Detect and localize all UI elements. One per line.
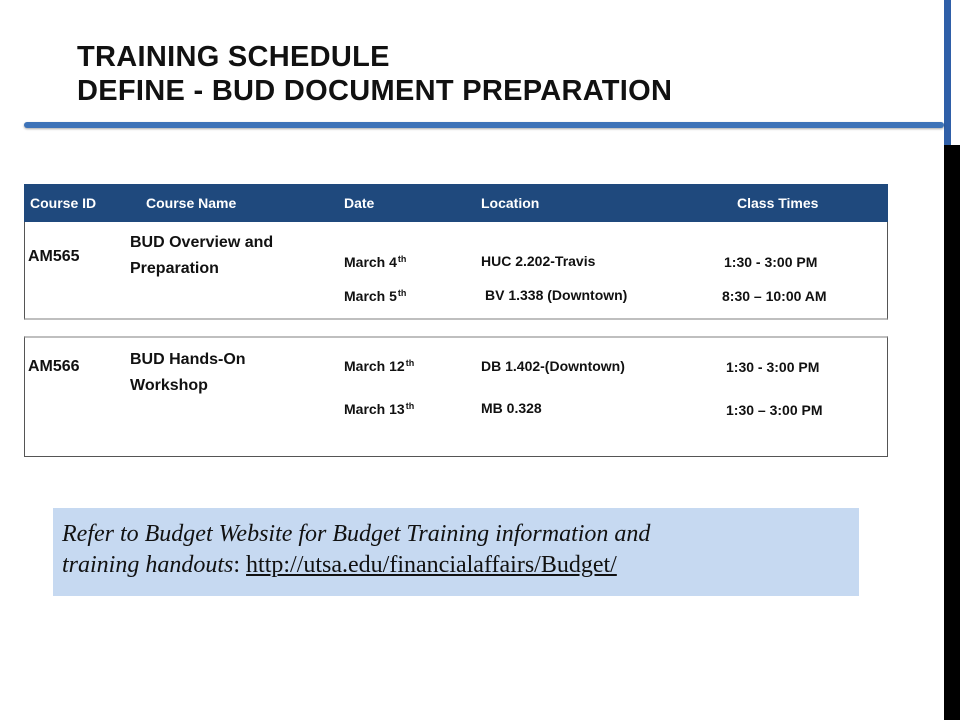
session-time: 8:30 – 10:00 AM <box>722 288 827 304</box>
budget-website-note <box>53 508 859 596</box>
session-date <box>344 358 414 374</box>
course-name-line-1: BUD Overview and <box>130 234 274 251</box>
date-suffix: th <box>397 288 407 298</box>
session-time: 1:30 - 3:00 PM <box>726 359 820 375</box>
course-id: AM565 <box>28 248 80 265</box>
session-location: MB 0.328 <box>481 400 542 416</box>
course-name <box>130 230 273 282</box>
note-colon: : <box>233 552 247 578</box>
table-row <box>24 336 888 457</box>
header-class-times: Class Times <box>737 195 819 211</box>
session-date-text: March 13 <box>344 401 405 417</box>
session-date-text: March 5 <box>344 288 397 304</box>
header-course-id: Course ID <box>30 195 97 211</box>
title-line-1: TRAINING SCHEDULE <box>77 41 390 73</box>
session-date-text: March 12 <box>344 358 405 374</box>
header-location: Location <box>481 195 540 211</box>
session-location: DB 1.402-(Downtown) <box>481 358 625 374</box>
session-location: HUC 2.202-Travis <box>481 253 596 269</box>
table-row <box>24 222 888 320</box>
note-line-2-prefix: training handouts <box>62 552 234 578</box>
session-date <box>344 401 414 417</box>
session-date-text: March 4 <box>344 254 397 270</box>
session-time: 1:30 – 3:00 PM <box>726 402 823 418</box>
table-header-row <box>24 184 888 222</box>
course-name-line-2: Preparation <box>130 260 219 277</box>
side-accent-cap <box>951 0 960 145</box>
session-location: BV 1.338 (Downtown) <box>485 287 628 303</box>
course-id: AM566 <box>28 358 80 375</box>
title-line-2: DEFINE - BUD DOCUMENT PREPARATION <box>77 75 673 107</box>
page-title <box>77 40 672 108</box>
header-course-name: Course Name <box>146 195 237 211</box>
header-date: Date <box>344 195 375 211</box>
note-text <box>62 519 650 581</box>
course-name <box>130 347 246 399</box>
course-name-line-1: BUD Hands-On <box>130 351 246 368</box>
schedule-table <box>24 184 888 457</box>
side-dark-bar <box>944 145 960 720</box>
session-time: 1:30 - 3:00 PM <box>724 254 818 270</box>
date-suffix: th <box>405 358 415 368</box>
title-divider <box>24 122 944 128</box>
date-suffix: th <box>397 254 407 264</box>
side-accent-bar <box>944 0 951 145</box>
date-suffix: th <box>405 401 415 411</box>
course-name-line-2: Workshop <box>130 377 208 394</box>
budget-website-link[interactable]: http://utsa.edu/financialaffairs/Budget/ <box>246 552 617 578</box>
session-date <box>344 288 406 304</box>
session-date <box>344 254 406 270</box>
note-line-1: Refer to Budget Website for Budget Training information and <box>62 521 651 547</box>
